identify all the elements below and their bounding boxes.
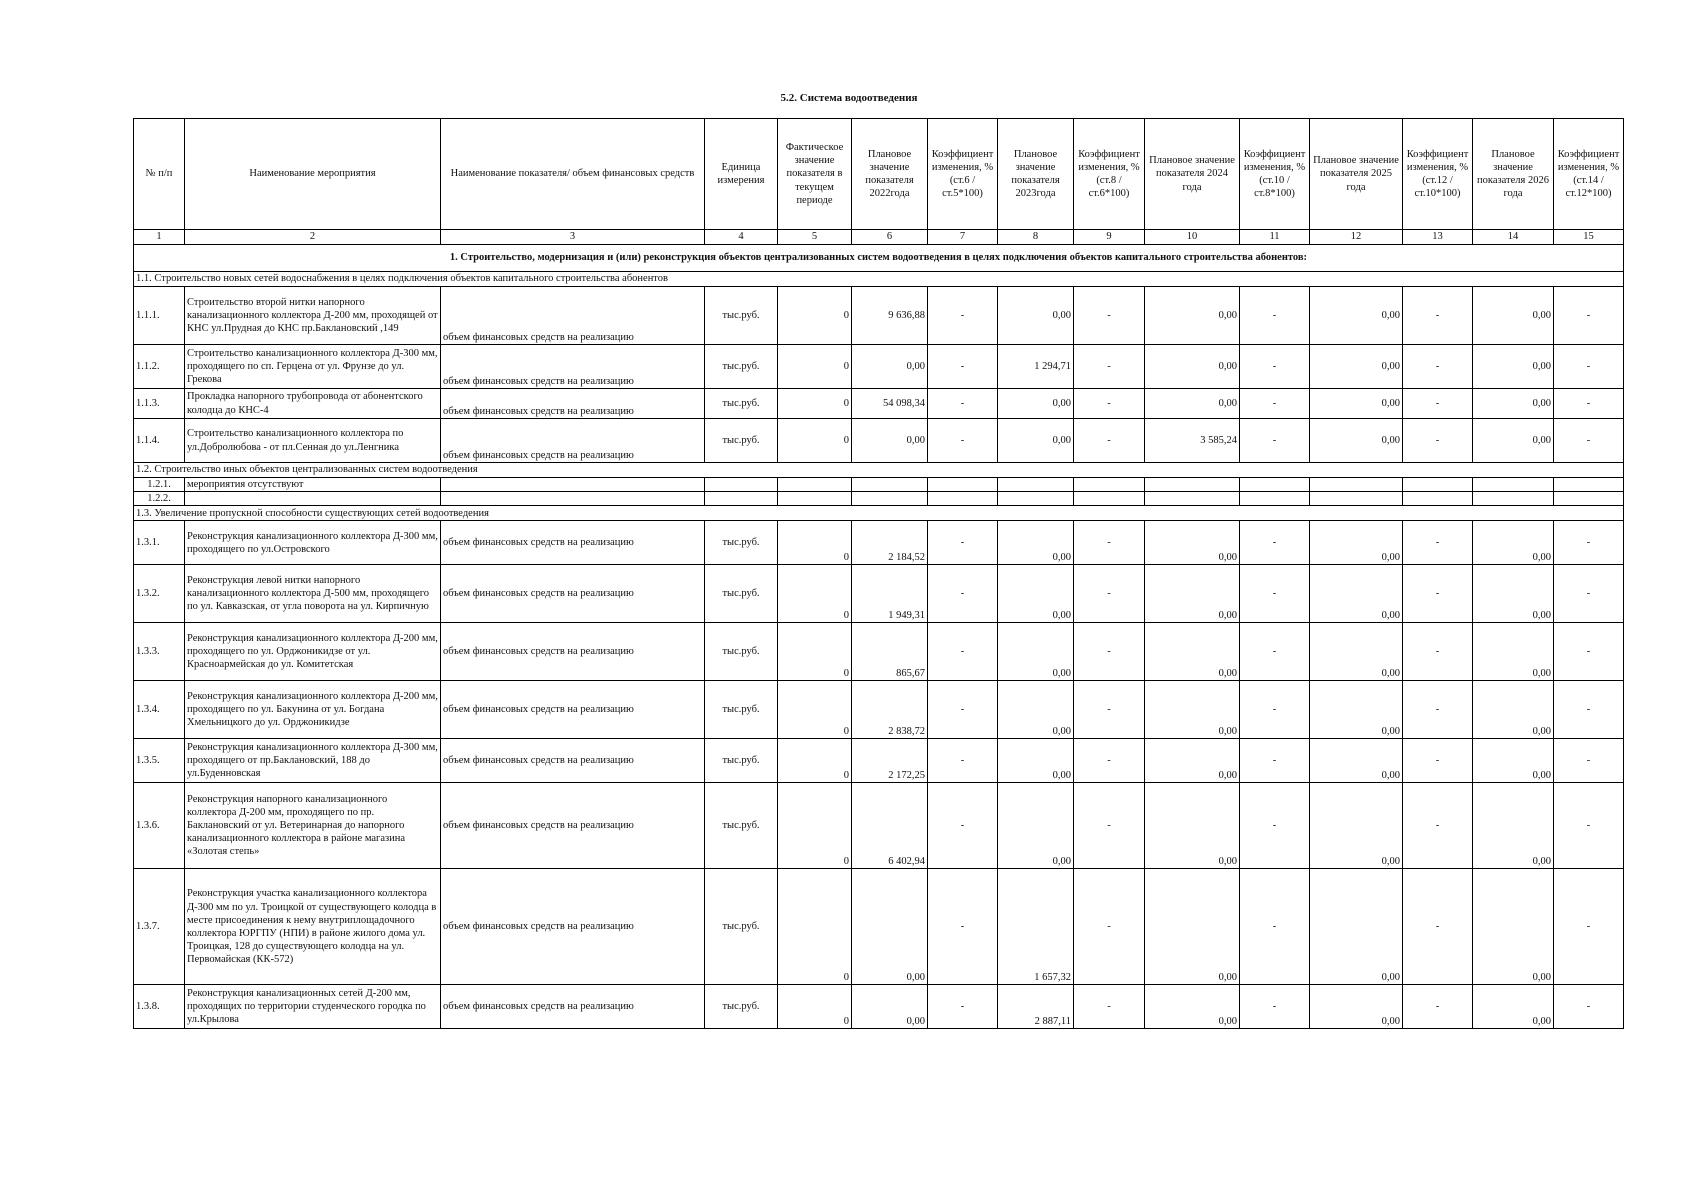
- value-cell: 0,00: [1310, 681, 1403, 739]
- value-cell: 0,00: [1145, 739, 1240, 783]
- unit: тыс.руб.: [705, 783, 778, 869]
- value-cell: -: [1240, 783, 1310, 869]
- value-cell: 0,00: [1310, 565, 1403, 623]
- value-cell: -: [1403, 783, 1473, 869]
- value-cell: -: [1403, 985, 1473, 1029]
- value-cell: 2 887,11: [998, 985, 1074, 1029]
- value-cell: 0: [778, 681, 852, 739]
- value-cell: -: [928, 681, 998, 739]
- value-cell: -: [928, 521, 998, 565]
- row-number: 1.3.2.: [134, 565, 185, 623]
- table-row: [134, 492, 1624, 506]
- value-cell: 0: [778, 565, 852, 623]
- value-cell: -: [928, 419, 998, 463]
- empty-cell: [1145, 478, 1240, 492]
- row-number: 1.1.3.: [134, 389, 185, 419]
- table-row: [134, 783, 1624, 869]
- empty-cell: [928, 478, 998, 492]
- unit: тыс.руб.: [705, 419, 778, 463]
- row-number: 1.2.1.: [134, 478, 185, 492]
- value-cell: 0,00: [852, 419, 928, 463]
- value-cell: 2 184,52: [852, 521, 928, 565]
- subsection-row: [134, 272, 1624, 287]
- table-row: [134, 623, 1624, 681]
- indicator-name: объем финансовых средств на реализацию: [441, 345, 705, 389]
- column-number: 7: [928, 230, 998, 245]
- indicator-name: объем финансовых средств на реализацию: [441, 521, 705, 565]
- column-header: Плановое значение показателя 2022года: [852, 119, 928, 230]
- value-cell: 0,00: [1473, 739, 1554, 783]
- value-cell: 0,00: [1310, 345, 1403, 389]
- subsection-title: 1.3. Увеличение пропускной способности существующих сетей водоотведения: [134, 506, 1624, 521]
- measure-name: [185, 492, 441, 506]
- value-cell: -: [928, 287, 998, 345]
- table-row: [134, 287, 1624, 345]
- empty-cell: [441, 478, 705, 492]
- value-cell: -: [1403, 623, 1473, 681]
- value-cell: -: [928, 783, 998, 869]
- column-header: Коэффициент изменения, % (ст.10 /ст.8*100): [1240, 119, 1310, 230]
- value-cell: 0,00: [998, 419, 1074, 463]
- value-cell: -: [1240, 869, 1310, 985]
- empty-cell: [1240, 492, 1310, 506]
- column-number: 9: [1074, 230, 1145, 245]
- value-cell: -: [1240, 389, 1310, 419]
- unit: тыс.руб.: [705, 521, 778, 565]
- column-number: 5: [778, 230, 852, 245]
- value-cell: -: [1403, 521, 1473, 565]
- value-cell: -: [1240, 521, 1310, 565]
- column-number: 11: [1240, 230, 1310, 245]
- empty-cell: [1473, 478, 1554, 492]
- value-cell: -: [1554, 565, 1624, 623]
- measure-name: мероприятия отсутствуют: [185, 478, 441, 492]
- table-row: [134, 869, 1624, 985]
- measure-name: Строительство канализационного коллектора по ул.Добролюбова - от пл.Сенная до ул.Ленгника: [185, 419, 441, 463]
- row-number: 1.3.4.: [134, 681, 185, 739]
- column-header: № п/п: [134, 119, 185, 230]
- value-cell: 0,00: [1473, 419, 1554, 463]
- value-cell: 0,00: [1310, 419, 1403, 463]
- unit: тыс.руб.: [705, 565, 778, 623]
- indicator-name: объем финансовых средств на реализацию: [441, 869, 705, 985]
- measure-name: Прокладка напорного трубопровода от абонентского колодца до КНС-4: [185, 389, 441, 419]
- value-cell: 0,00: [1473, 681, 1554, 739]
- value-cell: -: [1074, 419, 1145, 463]
- row-number: 1.3.8.: [134, 985, 185, 1029]
- measure-name: Строительство второй нитки напорного канализационного коллектора Д-200 мм, проходящей от КНС ул.Прудная до КНС пр.Баклановский ,149: [185, 287, 441, 345]
- table-row: [134, 681, 1624, 739]
- empty-cell: [852, 478, 928, 492]
- value-cell: -: [928, 739, 998, 783]
- unit: тыс.руб.: [705, 389, 778, 419]
- value-cell: 0,00: [998, 287, 1074, 345]
- value-cell: 9 636,88: [852, 287, 928, 345]
- column-header: Плановое значение показателя 2023года: [998, 119, 1074, 230]
- measure-name: Реконструкция канализационного коллектора Д-300 мм, проходящего по ул.Островского: [185, 521, 441, 565]
- value-cell: 0,00: [998, 681, 1074, 739]
- value-cell: -: [1074, 985, 1145, 1029]
- page-title: 5.2. Система водоотведения: [780, 92, 918, 104]
- value-cell: -: [1403, 345, 1473, 389]
- column-header: Коэффициент изменения, % (ст.6 /ст.5*100): [928, 119, 998, 230]
- value-cell: 3 585,24: [1145, 419, 1240, 463]
- value-cell: -: [1240, 739, 1310, 783]
- indicator-name: объем финансовых средств на реализацию: [441, 287, 705, 345]
- table-row: [134, 739, 1624, 783]
- empty-cell: [998, 492, 1074, 506]
- value-cell: 0,00: [998, 389, 1074, 419]
- value-cell: 0,00: [1145, 287, 1240, 345]
- value-cell: 0,00: [1310, 783, 1403, 869]
- column-header: Плановое значение показателя 2026 года: [1473, 119, 1554, 230]
- value-cell: -: [1554, 345, 1624, 389]
- value-cell: -: [1240, 287, 1310, 345]
- sewerage-table: [133, 118, 1624, 1029]
- value-cell: -: [1074, 869, 1145, 985]
- measure-name: Реконструкция канализационных сетей Д-200 мм, проходящих по территории студенческого городка по ул.Крылова: [185, 985, 441, 1029]
- value-cell: -: [928, 389, 998, 419]
- row-number: 1.3.5.: [134, 739, 185, 783]
- unit: тыс.руб.: [705, 869, 778, 985]
- value-cell: -: [928, 345, 998, 389]
- value-cell: 6 402,94: [852, 783, 928, 869]
- indicator-name: объем финансовых средств на реализацию: [441, 565, 705, 623]
- column-number: 15: [1554, 230, 1624, 245]
- column-number: 3: [441, 230, 705, 245]
- column-header: Плановое значение показателя 2025 года: [1310, 119, 1403, 230]
- table-row: [134, 419, 1624, 463]
- column-header: Единица измерения: [705, 119, 778, 230]
- subsection-title: 1.2. Строительство иных объектов централизованных систем водоотведения: [134, 463, 1624, 478]
- value-cell: -: [1074, 739, 1145, 783]
- unit: тыс.руб.: [705, 623, 778, 681]
- value-cell: -: [1074, 565, 1145, 623]
- value-cell: 0,00: [1145, 345, 1240, 389]
- value-cell: -: [1074, 783, 1145, 869]
- empty-cell: [1403, 478, 1473, 492]
- empty-cell: [1310, 492, 1403, 506]
- column-header: Коэффициент изменения, % (ст.14 /ст.12*100): [1554, 119, 1624, 230]
- value-cell: 0,00: [1473, 565, 1554, 623]
- value-cell: -: [1554, 681, 1624, 739]
- empty-cell: [1310, 478, 1403, 492]
- indicator-name: объем финансовых средств на реализацию: [441, 739, 705, 783]
- column-header: Наименование мероприятия: [185, 119, 441, 230]
- column-number: 8: [998, 230, 1074, 245]
- value-cell: 0,00: [998, 521, 1074, 565]
- subsection-row: [134, 463, 1624, 478]
- indicator-name: объем финансовых средств на реализацию: [441, 681, 705, 739]
- value-cell: 1 657,32: [998, 869, 1074, 985]
- row-number: 1.1.2.: [134, 345, 185, 389]
- value-cell: 0,00: [852, 345, 928, 389]
- value-cell: -: [1554, 419, 1624, 463]
- column-number: 13: [1403, 230, 1473, 245]
- value-cell: 0,00: [1473, 389, 1554, 419]
- value-cell: -: [1403, 287, 1473, 345]
- row-number: 1.1.4.: [134, 419, 185, 463]
- empty-cell: [1074, 478, 1145, 492]
- value-cell: 0: [778, 623, 852, 681]
- value-cell: 0,00: [1145, 985, 1240, 1029]
- value-cell: -: [1240, 623, 1310, 681]
- value-cell: 0,00: [1145, 565, 1240, 623]
- row-number: 1.1.1.: [134, 287, 185, 345]
- value-cell: 0: [778, 287, 852, 345]
- value-cell: -: [1554, 869, 1624, 985]
- indicator-name: объем финансовых средств на реализацию: [441, 419, 705, 463]
- column-number: 10: [1145, 230, 1240, 245]
- measure-name: Реконструкция левой нитки напорного канализационного коллектора Д-500 мм, проходящего по ул. Кавказская, от угла поворота на ул. Кирпичную: [185, 565, 441, 623]
- value-cell: -: [928, 869, 998, 985]
- value-cell: -: [1240, 345, 1310, 389]
- measure-name: Строительство канализационного коллектора Д-300 мм, проходящего по сп. Герцена от ул. Фрунзе до ул. Грекова: [185, 345, 441, 389]
- value-cell: 0,00: [852, 985, 928, 1029]
- value-cell: 0,00: [1310, 985, 1403, 1029]
- value-cell: -: [1240, 681, 1310, 739]
- row-number: 1.3.3.: [134, 623, 185, 681]
- column-header: Плановое значение показателя 2024 года: [1145, 119, 1240, 230]
- value-cell: -: [1554, 623, 1624, 681]
- empty-cell: [1554, 492, 1624, 506]
- value-cell: 0: [778, 869, 852, 985]
- section-title: 1. Строительство, модернизация и (или) реконструкция объектов централизованных систем водоотведения в целях подключения объектов капитального строительства абонентов:: [134, 245, 1624, 272]
- value-cell: -: [1240, 419, 1310, 463]
- column-header: Коэффициент изменения, % (ст.8 /ст.6*100): [1074, 119, 1145, 230]
- value-cell: 0: [778, 521, 852, 565]
- value-cell: 0,00: [998, 623, 1074, 681]
- column-number: 4: [705, 230, 778, 245]
- section-row: [134, 245, 1624, 272]
- unit: тыс.руб.: [705, 739, 778, 783]
- empty-cell: [1403, 492, 1473, 506]
- table-row: [134, 478, 1624, 492]
- empty-cell: [998, 478, 1074, 492]
- value-cell: -: [1403, 869, 1473, 985]
- value-cell: -: [1074, 389, 1145, 419]
- value-cell: 0,00: [1145, 521, 1240, 565]
- subsection-row: [134, 506, 1624, 521]
- value-cell: 0,00: [1473, 985, 1554, 1029]
- value-cell: 0,00: [1473, 287, 1554, 345]
- indicator-name: объем финансовых средств на реализацию: [441, 985, 705, 1029]
- empty-cell: [1240, 478, 1310, 492]
- value-cell: 54 098,34: [852, 389, 928, 419]
- value-cell: 0: [778, 389, 852, 419]
- value-cell: 0: [778, 985, 852, 1029]
- empty-cell: [705, 492, 778, 506]
- header-row: [134, 119, 1624, 230]
- value-cell: 0: [778, 345, 852, 389]
- value-cell: 0,00: [1310, 287, 1403, 345]
- measure-name: Реконструкция канализационного коллектора Д-200 мм, проходящего по ул. Бакунина от ул. Богдана Хмельницкого до ул. Орджоникидзе: [185, 681, 441, 739]
- value-cell: 0,00: [998, 739, 1074, 783]
- value-cell: -: [1403, 565, 1473, 623]
- value-cell: 0,00: [1145, 389, 1240, 419]
- indicator-name: объем финансовых средств на реализацию: [441, 389, 705, 419]
- value-cell: 0,00: [998, 565, 1074, 623]
- value-cell: -: [928, 985, 998, 1029]
- empty-cell: [1554, 478, 1624, 492]
- column-header: Фактическое значение показателя в текущем периоде: [778, 119, 852, 230]
- value-cell: 0,00: [1145, 681, 1240, 739]
- column-header: Наименование показателя/ объем финансовых средств: [441, 119, 705, 230]
- measure-name: Реконструкция участка канализационного коллектора Д-300 мм по ул. Троицкой от существующего колодца в месте присоединения к нему внутриплощадочного коллектора ЮРГПУ (НПИ) в районе жилого дома ул. Троицкая, 128 до существующего колодца на ул. Первомайская (КК-572): [185, 869, 441, 985]
- column-number: 1: [134, 230, 185, 245]
- empty-cell: [441, 492, 705, 506]
- value-cell: -: [1403, 739, 1473, 783]
- indicator-name: объем финансовых средств на реализацию: [441, 783, 705, 869]
- unit: тыс.руб.: [705, 681, 778, 739]
- value-cell: 0,00: [1310, 521, 1403, 565]
- value-cell: 0,00: [1473, 783, 1554, 869]
- row-number: 1.3.7.: [134, 869, 185, 985]
- value-cell: -: [1403, 681, 1473, 739]
- value-cell: 0: [778, 739, 852, 783]
- value-cell: -: [1554, 985, 1624, 1029]
- empty-cell: [1145, 492, 1240, 506]
- value-cell: -: [1074, 521, 1145, 565]
- value-cell: 0,00: [1473, 623, 1554, 681]
- empty-cell: [1074, 492, 1145, 506]
- table-row: [134, 565, 1624, 623]
- value-cell: 2 172,25: [852, 739, 928, 783]
- unit: тыс.руб.: [705, 287, 778, 345]
- empty-cell: [705, 478, 778, 492]
- value-cell: -: [1554, 783, 1624, 869]
- row-number: 1.2.2.: [134, 492, 185, 506]
- value-cell: 0,00: [1473, 345, 1554, 389]
- empty-cell: [778, 492, 852, 506]
- row-number: 1.3.1.: [134, 521, 185, 565]
- value-cell: -: [1554, 389, 1624, 419]
- column-number-row: [134, 230, 1624, 245]
- measure-name: Реконструкция канализационного коллектора Д-200 мм, проходящего по ул. Орджоникидзе от ул. Красноармейская до ул. Комитетская: [185, 623, 441, 681]
- value-cell: -: [1403, 419, 1473, 463]
- value-cell: 0,00: [1473, 869, 1554, 985]
- value-cell: 0: [778, 783, 852, 869]
- value-cell: -: [1554, 521, 1624, 565]
- value-cell: -: [1074, 345, 1145, 389]
- empty-cell: [1473, 492, 1554, 506]
- column-header: Коэффициент изменения, % (ст.12 /ст.10*100): [1403, 119, 1473, 230]
- column-number: 2: [185, 230, 441, 245]
- value-cell: -: [1240, 565, 1310, 623]
- column-number: 6: [852, 230, 928, 245]
- value-cell: 0,00: [1310, 623, 1403, 681]
- value-cell: 0,00: [1473, 521, 1554, 565]
- value-cell: -: [1074, 681, 1145, 739]
- unit: тыс.руб.: [705, 345, 778, 389]
- value-cell: 0,00: [1145, 783, 1240, 869]
- measure-name: Реконструкция канализационного коллектора Д-300 мм, проходящего от пр.Баклановский, 188 до ул.Буденновская: [185, 739, 441, 783]
- indicator-name: объем финансовых средств на реализацию: [441, 623, 705, 681]
- value-cell: 0,00: [1145, 623, 1240, 681]
- row-number: 1.3.6.: [134, 783, 185, 869]
- value-cell: 0,00: [1310, 389, 1403, 419]
- value-cell: 0,00: [1310, 739, 1403, 783]
- value-cell: -: [1554, 287, 1624, 345]
- measure-name: Реконструкция напорного канализационного коллектора Д-200 мм, проходящего по пр. Баклановский от ул. Ветеринарная до напорного канализационного коллектора в районе магазина «Золотая степь»: [185, 783, 441, 869]
- table-row: [134, 345, 1624, 389]
- value-cell: -: [1074, 287, 1145, 345]
- value-cell: -: [1554, 739, 1624, 783]
- value-cell: 1 949,31: [852, 565, 928, 623]
- value-cell: 0,00: [998, 783, 1074, 869]
- value-cell: 865,67: [852, 623, 928, 681]
- empty-cell: [778, 478, 852, 492]
- value-cell: 0: [778, 419, 852, 463]
- value-cell: -: [928, 565, 998, 623]
- value-cell: 0,00: [1310, 869, 1403, 985]
- table-row: [134, 389, 1624, 419]
- unit: тыс.руб.: [705, 985, 778, 1029]
- table-row: [134, 985, 1624, 1029]
- value-cell: -: [1074, 623, 1145, 681]
- value-cell: 2 838,72: [852, 681, 928, 739]
- value-cell: 0,00: [852, 869, 928, 985]
- table-row: [134, 521, 1624, 565]
- value-cell: 1 294,71: [998, 345, 1074, 389]
- empty-cell: [928, 492, 998, 506]
- column-number: 12: [1310, 230, 1403, 245]
- subsection-title: 1.1. Строительство новых сетей водоснабжения в целях подключения объектов капитального строительства абонентов: [134, 272, 1624, 287]
- value-cell: -: [928, 623, 998, 681]
- value-cell: -: [1240, 985, 1310, 1029]
- value-cell: -: [1403, 389, 1473, 419]
- empty-cell: [852, 492, 928, 506]
- value-cell: 0,00: [1145, 869, 1240, 985]
- column-number: 14: [1473, 230, 1554, 245]
